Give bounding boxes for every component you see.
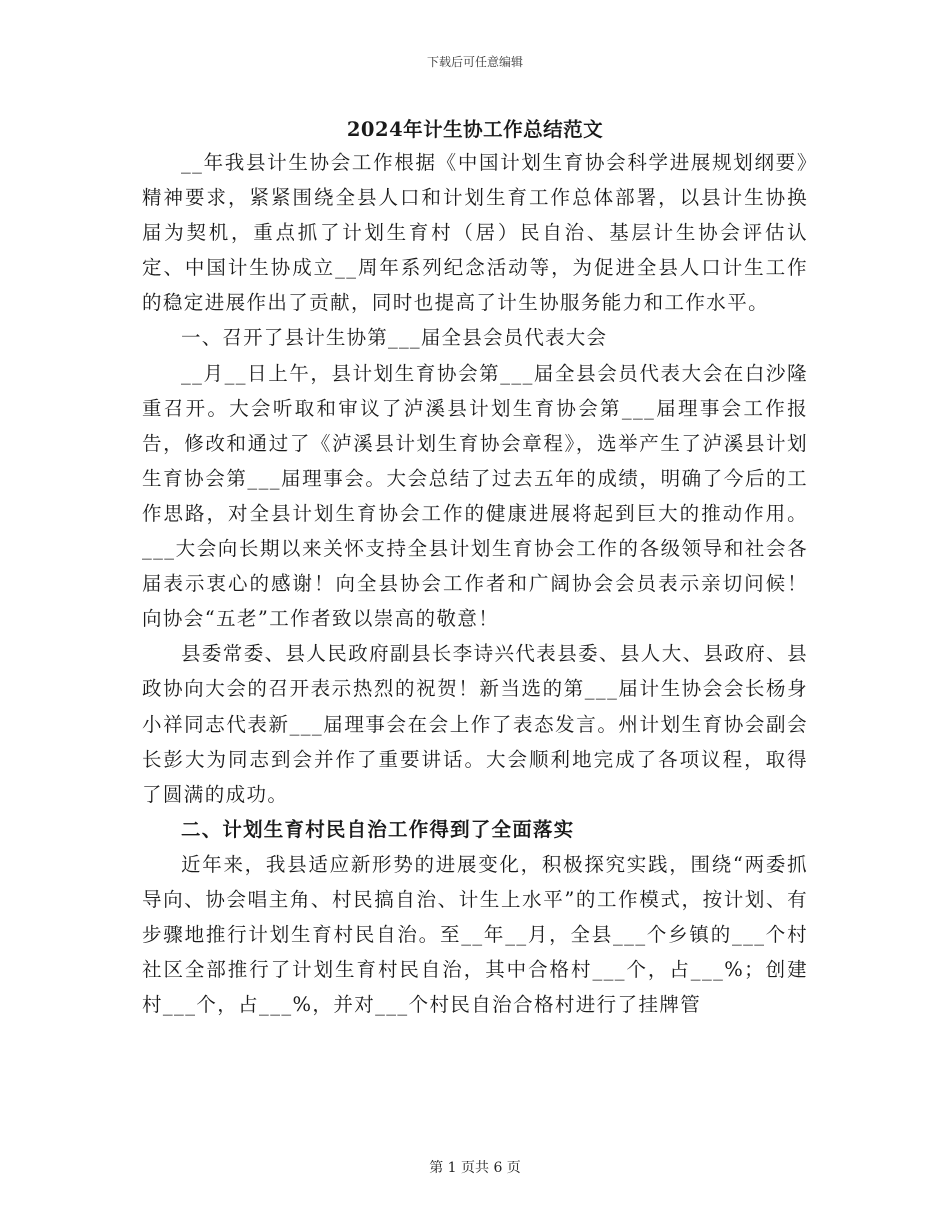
paragraph-village-autonomy: 近年来，我县适应新形势的进展变化，积极探究实践，围绕“两委抓导向、协会唱主角、村民搞自治、计生上水平”的工作模式，按计划、有步骤地推行计划生育村民自治。至__年__月，全县___个乡镇的___个村社区全部推行了计划生育村民自治，其中合格村___个，占___%；创建村___个，占___%，并对___个村民自治合格村进行了挂牌管 — [142, 852, 808, 1017]
paragraph-congress: __月__日上午，县计划生育协会第___届全县会员代表大会在白沙隆重召开。大会听取和审议了泸溪县计划生育协会第___届理事会工作报告，修改和通过了《泸溪县计划生育协会章程》，选举产生了泸溪县计划生育协会第___届理事会。大会总结了过去五年的成绩，明确了今后的工作思路，对全县计划生育协会工作的健康进展将起到巨大的推动作用。___大会向长期以来关怀支持全县计划生育协会工作的各级领导和社会各届表示衷心的感谢！向全县协会工作者和广阔协会会员表示亲切问候！向协会“五老”工作者致以崇高的敬意！ — [142, 361, 808, 631]
paragraph-congratulations: 县委常委、县人民政府副县长李诗兴代表县委、县人大、县政府、县政协向大会的召开表示热烈的祝贺！新当选的第___届计生协会会长杨身小祥同志代表新___届理事会在会上作了表态发言。州计划生育协会副会长彭大为同志到会并作了重要讲话。大会顺利地完成了各项议程，取得了圆满的成功。 — [142, 642, 809, 806]
document-body — [142, 145, 808, 1022]
paragraph-intro: __年我县计生协会工作根据《中国计划生育协会科学进展规划纲要》精神要求，紧紧围绕全县人口和计划生育工作总体部署，以县计生协换届为契机，重点抓了计划生育村（居）民自治、基层计生协会评估认定、中国计生协成立__周年系列纪念活动等，为促进全县人口计生工作的稳定进展作出了贡献，同时也提高了计生协服务能力和工作水平。 — [142, 151, 808, 315]
section-heading-2: 二、计划生育村民自治工作得到了全面落实 — [181, 817, 575, 841]
page-number: 第 1 页共 6 页 — [429, 1160, 521, 1176]
section-heading-1: 一、召开了县计生协第___届全县会员代表大会 — [181, 326, 608, 350]
document-title: 2024年计生协工作总结范文 — [346, 118, 604, 141]
page-header-note: 下载后可任意编辑 — [426, 55, 523, 69]
